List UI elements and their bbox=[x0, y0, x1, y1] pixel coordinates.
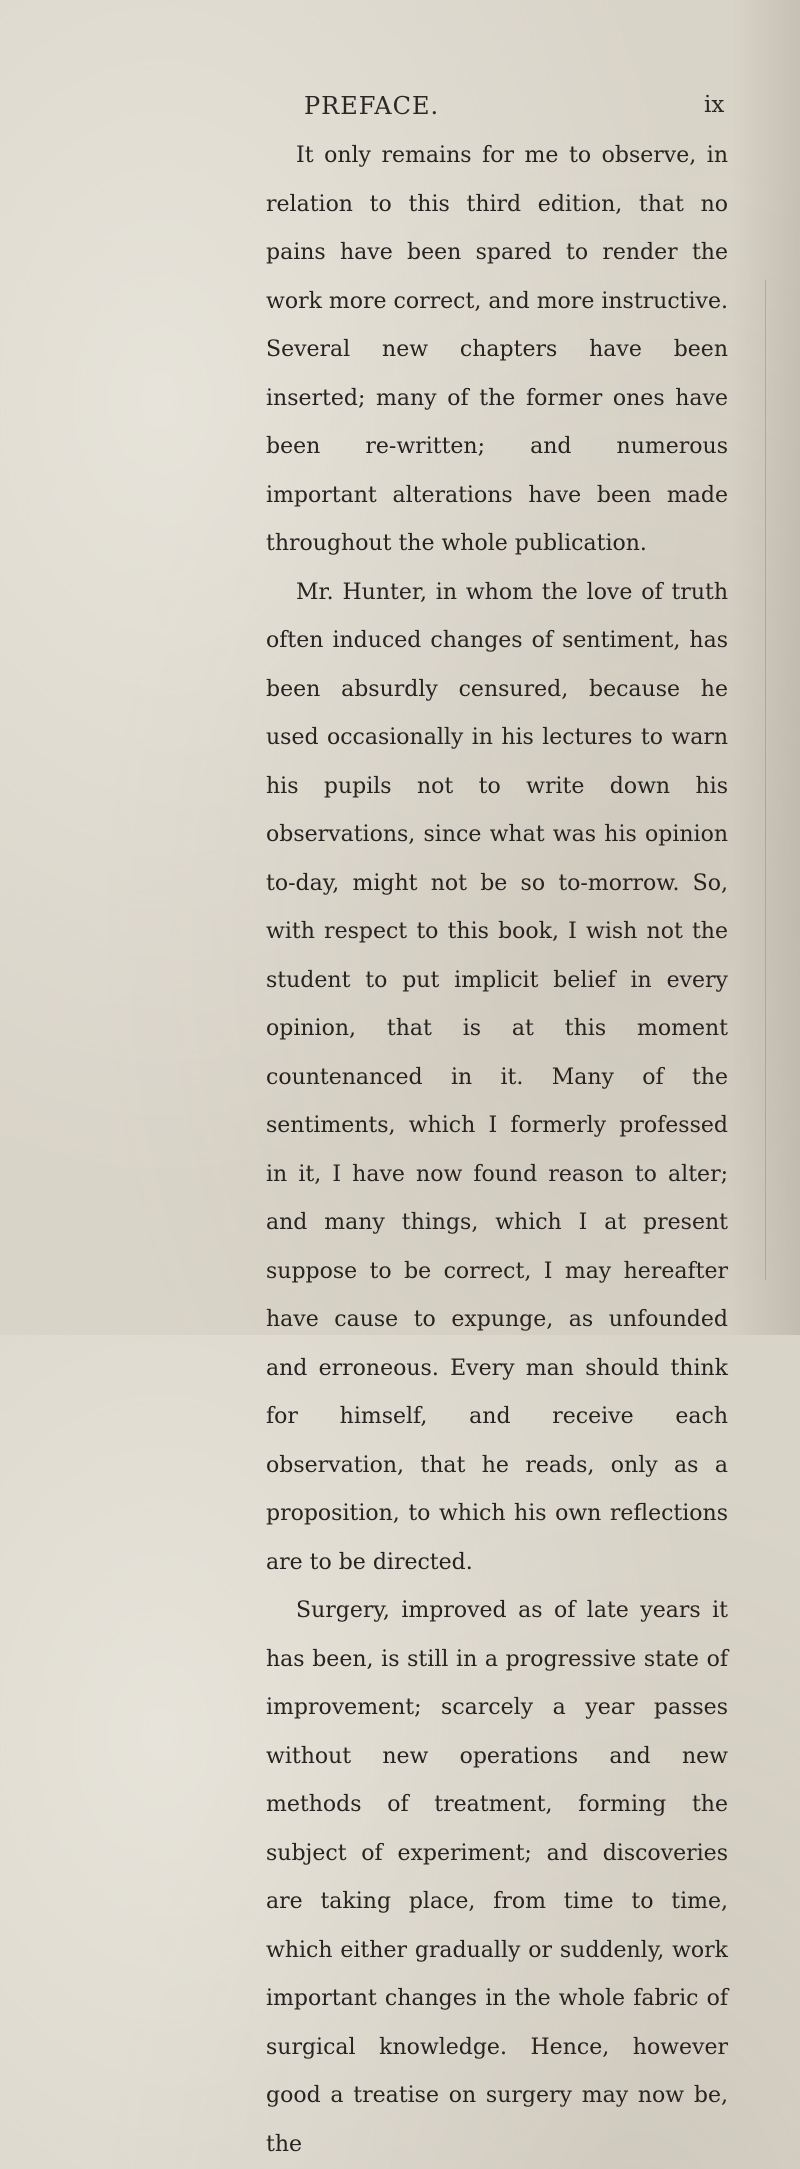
body-text bbox=[266, 132, 728, 2169]
page-number: ix bbox=[704, 92, 725, 118]
paragraph-surgery: Surgery, improved as of late years it has been, is still in a progressive state of improvement; scarcely a year passes without new operations and new methods of treatment, forming the subject of experiment; and discoveries are taking place, from time to time, which either gradually or suddenly, work important changes in the whole fabric of surgical knowledge. Hence, however good a treatise on surgery may now be, the bbox=[266, 1598, 728, 2157]
running-title: PREFACE. bbox=[304, 92, 440, 120]
page-edge-line bbox=[765, 280, 766, 1280]
paragraph-third-edition: It only remains for me to observe, in relation to this third edition, that no pains have been spared to render the work more correct, and more instructive. Several new chapters have been inserted; many of the former ones have been re-written; and numerous important alterations have been made throughout the whole publication. bbox=[266, 143, 728, 556]
page-header bbox=[0, 92, 800, 132]
paragraph-mr-hunter: Mr. Hunter, in whom the love of truth often induced changes of sentiment, has been absurdly censured, because he used occasionally in his lectures to warn his pupils not to write down his observations, since what was his opinion to-day, might not be so to-morrow. So, with respect to this book, I wish not the student to put implicit belief in every opinion, that is at this moment countenanced in it. Many of the sentiments, which I formerly professed in it, I have now found reason to alter; and many things, which I at present suppose to be correct, I may hereafter have cause to expunge, as unfounded and erroneous. Every man should think for himself, and receive each observation, that he reads, only as a proposition, to which his own reflections are to be directed. bbox=[266, 579, 728, 1575]
